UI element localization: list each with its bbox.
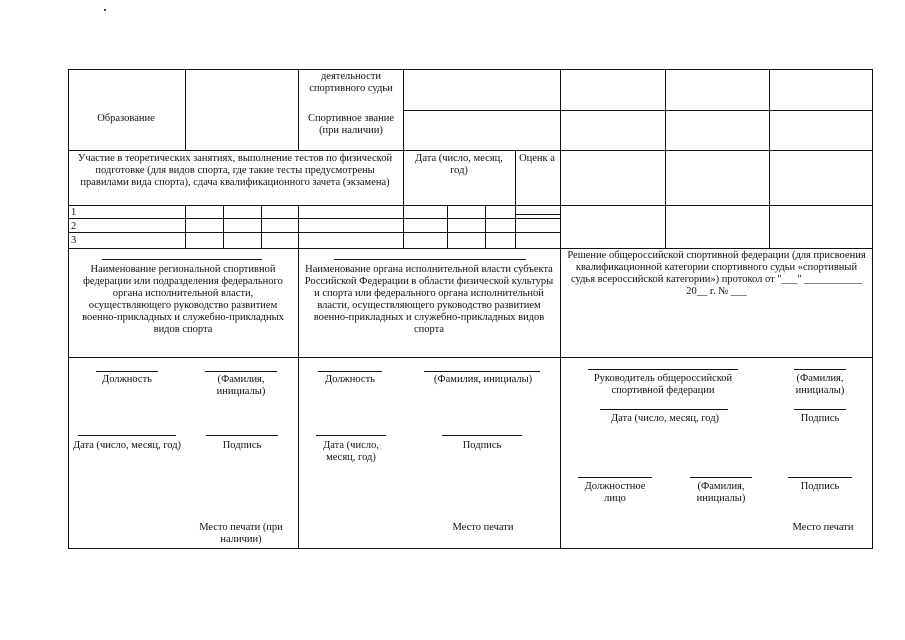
grid-line: [515, 150, 516, 205]
col1-signature-label: Подпись: [222, 440, 262, 451]
row-number-3: 3: [71, 235, 77, 246]
row-number-1: 1: [71, 207, 77, 218]
signature-line: [794, 369, 846, 370]
col2-position-label: Должность: [325, 374, 375, 385]
signature-line: [690, 477, 752, 478]
grid-line: [515, 214, 560, 215]
col2-name-label: (Фамилия, инициалы): [433, 374, 533, 385]
grade-label: Оценк а: [519, 153, 555, 164]
judge-activity-label: деятельности спортивного судьи: [309, 71, 393, 94]
signature-line: [600, 409, 728, 410]
participation-label: Участие в теоретических занятиях, выполнение тестов по физической подготовке (для видов спорта, где такие тесты предусмотрены правилами вида спорта), сдача квалификационного зачета (экзамена): [77, 153, 393, 188]
grid-line: [665, 69, 666, 248]
executive-authority-heading: Наименование органа исполнительной власти субъекта Российской Федерации в области физической культуры и спорта или федерального органа исполнительной власти, осуществляющего руководство развитием военно-прикладных и служебно-прикладных видов спорта: [304, 264, 554, 335]
grid-line: [298, 248, 299, 548]
grid-line: [515, 205, 516, 248]
signature-line: [78, 435, 176, 436]
signature-line: [578, 477, 652, 478]
grid-line: [185, 205, 186, 248]
grid-line: [261, 205, 262, 248]
federation-decision-heading: Решение общероссийской спортивной федерации (для присвоения квалификационной категории спортивного судьи «спортивный судья всероссийской категории») протокол от "___" ___________ 20__ г. № ___: [567, 250, 866, 297]
col2-signature-label: Подпись: [462, 440, 502, 451]
signature-line: [334, 259, 526, 260]
col1-stamp-label: Место печати (при наличии): [199, 522, 283, 545]
row-number-2: 2: [71, 221, 77, 232]
grid-line: [403, 110, 560, 111]
grid-line: [223, 205, 224, 248]
table-border-right: [872, 69, 873, 549]
signature-line: [442, 435, 522, 436]
signature-line: [205, 371, 277, 372]
col2-date-label: Дата (число, месяц, год): [323, 440, 379, 463]
grid-line: [560, 110, 873, 111]
grid-line: [769, 69, 770, 248]
grid-line: [403, 150, 404, 248]
col3-signature2-label: Подпись: [800, 481, 840, 492]
grid-line: [68, 357, 873, 358]
grid-line: [68, 248, 873, 249]
grid-line: [68, 205, 560, 206]
date-label: Дата (число, месяц, год): [415, 153, 503, 176]
signature-line: [318, 371, 382, 372]
col1-date-label: Дата (число, месяц, год): [72, 440, 182, 451]
grid-line: [68, 218, 560, 219]
signature-line: [424, 371, 540, 372]
table-border-bottom: [68, 548, 873, 549]
col3-stamp-label: Место печати: [792, 522, 854, 533]
education-label: Образование: [97, 113, 155, 124]
grid-line: [185, 69, 186, 150]
grid-line: [298, 69, 299, 150]
col3-name1-label: (Фамилия, инициалы): [795, 373, 845, 396]
table-border-left: [68, 69, 69, 549]
grid-line: [298, 205, 299, 248]
grid-line: [68, 232, 560, 233]
col3-name2-label: (Фамилия, инициалы): [696, 481, 746, 504]
grid-line: [447, 205, 448, 248]
federation-head-label: Руководитель общероссийской спортивной федерации: [593, 373, 733, 396]
sport-title-label: Спортивное звание (при наличии): [308, 113, 394, 136]
signature-line: [788, 477, 852, 478]
grid-line: [560, 69, 561, 549]
grid-line: [68, 150, 873, 151]
table-border-top: [68, 69, 873, 70]
signature-line: [794, 409, 846, 410]
col3-signature1-label: Подпись: [800, 413, 840, 424]
signature-line: [206, 435, 278, 436]
stray-dot: [104, 9, 106, 11]
regional-federation-heading: Наименование региональной спортивной федерации или подразделения федерального органа исполнительной власти, осуществляющего руководство развитием военно-прикладных и служебно-прикладных видов спорта: [82, 264, 284, 335]
col1-position-label: Должность: [102, 374, 152, 385]
signature-line: [316, 435, 386, 436]
col1-name-label: (Фамилия, инициалы): [216, 374, 266, 397]
col3-official-label: Должностное лицо: [584, 481, 646, 504]
col3-date-label: Дата (число, месяц, год): [610, 413, 720, 424]
grid-line: [485, 205, 486, 248]
signature-line: [102, 259, 262, 260]
grid-line: [560, 205, 873, 206]
signature-line: [588, 369, 738, 370]
col2-stamp-label: Место печати: [452, 522, 514, 533]
signature-line: [96, 371, 158, 372]
